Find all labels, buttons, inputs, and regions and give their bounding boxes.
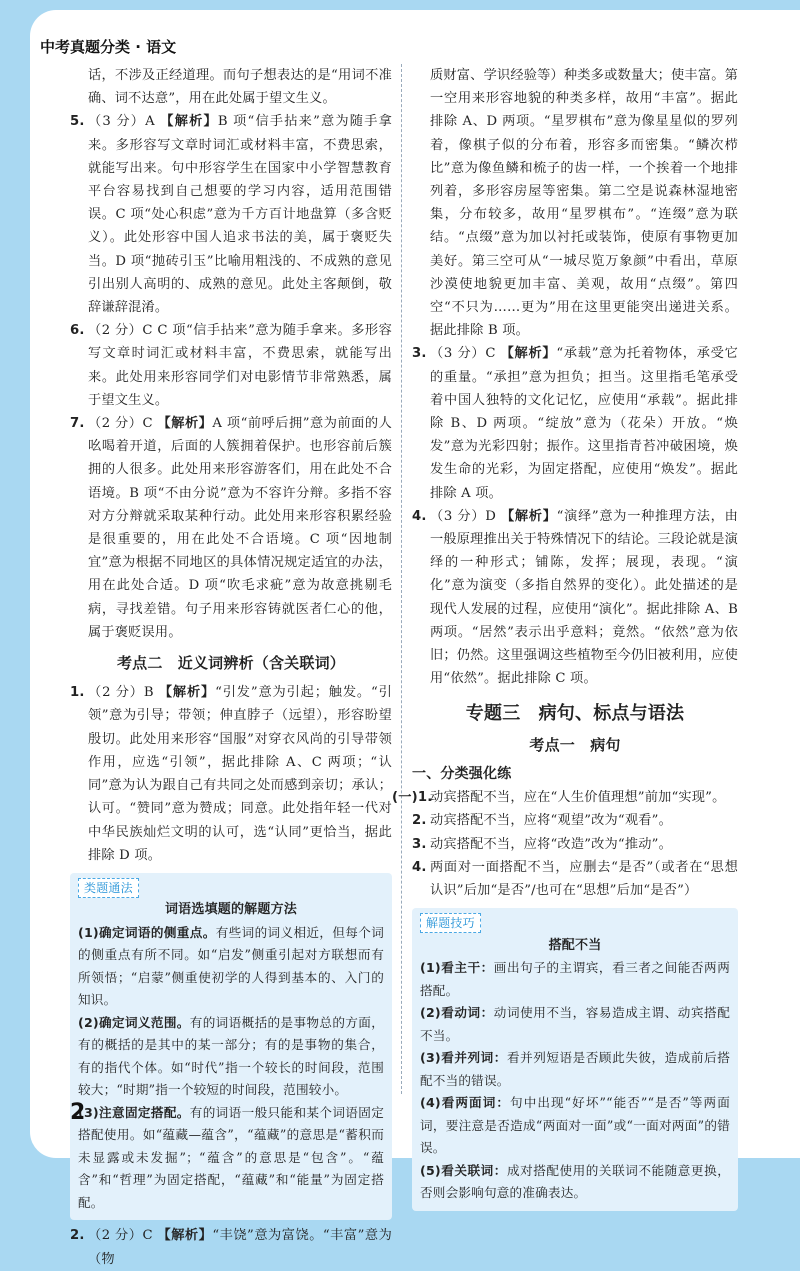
item-score: （2 分）C (88, 1228, 153, 1244)
item-score: （3 分）A (88, 114, 155, 130)
analysis-tag: 【解析】 (157, 416, 213, 432)
answer-list (70, 110, 392, 644)
item-number: 5. (70, 114, 85, 130)
item-number: 1. (70, 685, 85, 701)
tip-box (70, 873, 392, 1221)
item-text: “承载”意为托着物体，承受它的重量。“承担”意为担负；担当。这里指毛笔承受着中国人独特的文化记忆，应使用“承载”。据此排除 B、D 两项。“绽放”意为（花朵）开放。“焕发”意为光彩四射；振作。这里指青苔冲破困境，焕发生命的光彩，为固定搭配，应使用“焕发”。据此排除 A 项。 (430, 346, 738, 501)
tip-point-head: (5)看关联词： (420, 1162, 507, 1178)
item-number: 6. (70, 323, 85, 339)
analysis-tag: 【解析】 (500, 346, 557, 362)
special-topic-heading: 专题三 病句、标点与语法 (465, 703, 685, 725)
answer-list (70, 681, 392, 867)
item-score: （3 分）D (430, 508, 497, 524)
continued-text: 质财富、学识经验等）种类多或数量大；使丰富。第一空用来形容地貌的种类多样，故用“丰富”。据此排除 A、D 两项。“星罗棋布”意为像星星似的罗列着，像棋子似的分布着，形容多而密集。“鳞次栉比”意为像鱼鳞和梳子的齿一样，一个挨着一个地排列着，多形容房屋等密集。第二空是说森林湿地密集，分布较多，故用“星罗棋布”。“连缀”意为联结。“点缀”意为加以衬托或装饰，使原有事物更加美好。第三空可从“一城尽览万象颜”中看出，草原沙漠使地貌更加丰富、美观，故用“点缀”。第四空“不只为……更为”用在这里更能突出递进关系。据此排除 B 项。 (430, 68, 738, 339)
analysis-tag: 【解析】 (160, 114, 218, 130)
left-column (70, 64, 392, 1271)
tip-point-head: (1)确定词语的侧重点。 (78, 924, 216, 940)
item-text: “引发”意为引起；触发。“引领”意为引导；带领；伸直脖子（远望），形容盼望殷切。此处用来形容“国服”对穿衣风尚的引导带领作用，应选“引领”，据此排除 A、C 两项；“认同”意为认为跟自己有共同之处而感到亲切；承认；认可。“赞同”意为赞成；同意。此处指年轻一代对中华民族灿烂文明的认可，选“认同”更恰当，据此排除 D 项。 (88, 685, 392, 863)
item-text: “演绎”意为一种推理方法，由一般原理推出关于特殊情况下的结论。三段论就是演绎的一种形式；铺陈，发挥；展现，表现。“演化”意为演变（多指自然界的变化）。此处描述的是现代人发展的过程，应使用“演化”。据此排除 A、B 两项。“居然”表示出乎意料；竟然。“依然”意为依旧；仍然。这里强调这些植物至今仍旧被利用，应使用“依然”。据此排除 C 项。 (430, 508, 738, 687)
tip-point-body: 看并列短语是否顾此失彼，造成前后搭配不当的错误。 (420, 1050, 730, 1088)
tip-points (78, 922, 384, 1215)
item-body (430, 505, 738, 691)
item-number: (一)1. (392, 790, 433, 806)
item-body (88, 412, 392, 644)
answer-item (412, 342, 738, 504)
column-divider (401, 64, 402, 1094)
tip-point-body: 动词使用不当，容易造成主谓、动宾搭配不当。 (420, 1005, 730, 1043)
item-number: 3. (412, 836, 427, 852)
left-sidebar-band (0, 0, 30, 1158)
answer-list (412, 342, 738, 690)
answer-item (412, 809, 738, 832)
tip-point (420, 1160, 730, 1205)
tip-box-label: 类题通法 (78, 878, 139, 898)
tip-point-body: 有的词语概括的是事物总的方面，有的概括的是其中的某一部分；有的是事物的集合，有的指代个体。如“时代”指一个较长的时间段，范围较大；“时期”指一个较短的时间段，范围较小。 (78, 1014, 384, 1098)
item-text: 动宾搭配不当，应将“改造”改为“推动”。 (430, 836, 672, 852)
sub-heading: 一、分类强化练 (412, 765, 512, 782)
tip-point-head: (2)看动词： (420, 1005, 494, 1021)
section-heading: 考点一 病句 (529, 735, 621, 754)
continued-text: 话，不涉及正经道理。而句子想表达的是“用词不准确、词不达意”，用在此处属于望文生义。 (88, 68, 392, 107)
tip-point-body: 句中出现“好坏”“能否”“是否”等两面词，要注意是否造成“两面对一面”或“一面对两面”的错误。 (420, 1095, 730, 1156)
answer-item (412, 833, 738, 856)
item-body (88, 319, 392, 412)
tip-box (412, 908, 738, 1211)
item-number: 4. (412, 859, 427, 875)
item-text: A 项“前呼后拥”意为前面的人吆喝着开道，后面的人簇拥着保护。也形容前后簇拥的人很多。此处用来形容游客们，用在此处不合语境。B 项“不由分说”意为不容许分辩。多指不容对方分辩就采取某种行动。此处用来形容积累经验是很重要的，用在此处不合语境。C 项“因地制宜”意为根据不同地区的具体情况规定适宜的办法，用在此处合适。D 项“吹毛求疵”意为故意挑剔毛病，寻找差错。句子用来形容铸就医者仁心的他，属于褒贬误用。 (88, 416, 392, 640)
answer-item (70, 319, 392, 412)
answer-item (412, 856, 738, 902)
analysis-tag: 【解析】 (500, 508, 557, 524)
item-text: B 项“信手拈来”意为随手拿来。多形容写文章时词汇或材料丰富，不费思索，就能写出来。句中形容学生在国家中小学智慧教育平台容易找到自己想要的学习内容，适用范围错误。C 项“处心积虑”意为千方百计地盘算（多含贬义）。此处形容中国人追求书法的美，属于褒贬失当。D 项“抛砖引玉”比喻用粗浅的、不成熟的意见引出别人高明的、成熟的意见。此处主客颠倒，敬辞谦辞混淆。 (88, 114, 392, 316)
tip-point-body: 有些词的词义相近，但每个词的侧重点有所不同。如“启发”侧重引起对方联想而有所领悟；“启蒙”侧重使初学的人得到基本的、入门的知识。 (78, 924, 384, 1008)
tip-point-head: (3)注意固定搭配。 (78, 1104, 190, 1120)
item-score: （2 分）B (88, 685, 154, 701)
analysis-tag: 【解析】 (157, 1228, 213, 1244)
item-score: （2 分）C (88, 323, 153, 339)
top-band (0, 0, 800, 10)
item-number: 7. (70, 416, 85, 432)
item-score: （2 分）C (88, 416, 153, 432)
tip-point-body: 成对搭配使用的关联词不能随意更换，否则会影响句意的准确表达。 (420, 1162, 730, 1201)
tip-box-label: 解题技巧 (420, 913, 481, 933)
tip-point-head: (3)看并列词： (420, 1050, 507, 1066)
item-number: 2. (412, 813, 427, 829)
item-text: 动宾搭配不当，应将“观望”改为“观看”。 (430, 813, 672, 829)
tip-point (78, 1012, 384, 1102)
section-heading: 考点二 近义词辨析（含关联词） (116, 654, 345, 673)
page-number: 2 (70, 1100, 86, 1125)
answer-item (70, 412, 392, 644)
tip-point-head: (4)看两面词： (420, 1095, 511, 1111)
answer-item (70, 1224, 392, 1270)
item-score: （3 分）C (430, 346, 496, 362)
tip-point (420, 957, 730, 1002)
right-column (392, 64, 738, 1215)
tip-box-title: 词语选填题的解题方法 (164, 902, 297, 918)
answer-item (412, 505, 738, 691)
answer-item (70, 110, 392, 319)
item-text: 动宾搭配不当，应在“人生价值理想”前加“实现”。 (430, 790, 726, 806)
item-body (88, 110, 392, 319)
tip-box-title: 搭配不当 (548, 937, 602, 953)
item-number: 3. (412, 346, 427, 362)
answer-item (392, 786, 738, 809)
item-text: 两面对一面搭配不当，应删去“是否”（或者在“思想认识”后加“是否”/也可在“思想”后加“是否”） (430, 859, 738, 898)
tip-points (420, 957, 730, 1205)
item-body (88, 1224, 392, 1270)
answer-item (70, 681, 392, 867)
tip-point-head: (1)看主干： (420, 960, 494, 976)
analysis-tag: 【解析】 (158, 685, 216, 701)
item-text: “丰饶”意为富饶。“丰富”意为（物 (88, 1228, 392, 1267)
running-header: 中考真题分类 · 语文 (40, 38, 177, 56)
tip-point (420, 1047, 730, 1092)
item-body (88, 681, 392, 867)
answer-list (392, 786, 738, 902)
tip-point (78, 922, 384, 1012)
tip-point (78, 1102, 384, 1215)
item-text: C 项“信手拈来”意为随手拿来。多形容写文章时词汇或材料丰富，不费思索，就能写出来。此处用来形容同学们对电影情节非常熟悉，属于望文生义。 (88, 323, 392, 408)
item-number: 2. (70, 1228, 85, 1244)
tip-point-head: (2)确定词义范围。 (78, 1014, 190, 1030)
tip-point (420, 1002, 730, 1047)
tip-point-body: 画出句子的主谓宾，看三者之间能否两两搭配。 (420, 960, 730, 998)
item-body (430, 342, 738, 504)
answer-list (70, 1224, 392, 1270)
item-number: 4. (412, 508, 427, 524)
tip-point (420, 1092, 730, 1160)
tip-point-body: 有的词语一般只能和某个词语固定搭配使用。如“蕴藏—蕴含”，“蕴藏”的意思是“蓄积而未显露或未发掘”；“蕴含”的意思是“包含”。“蕴含”和“哲理”为固定搭配，“蕴藏”和“能量”为固定搭配。 (78, 1104, 384, 1210)
